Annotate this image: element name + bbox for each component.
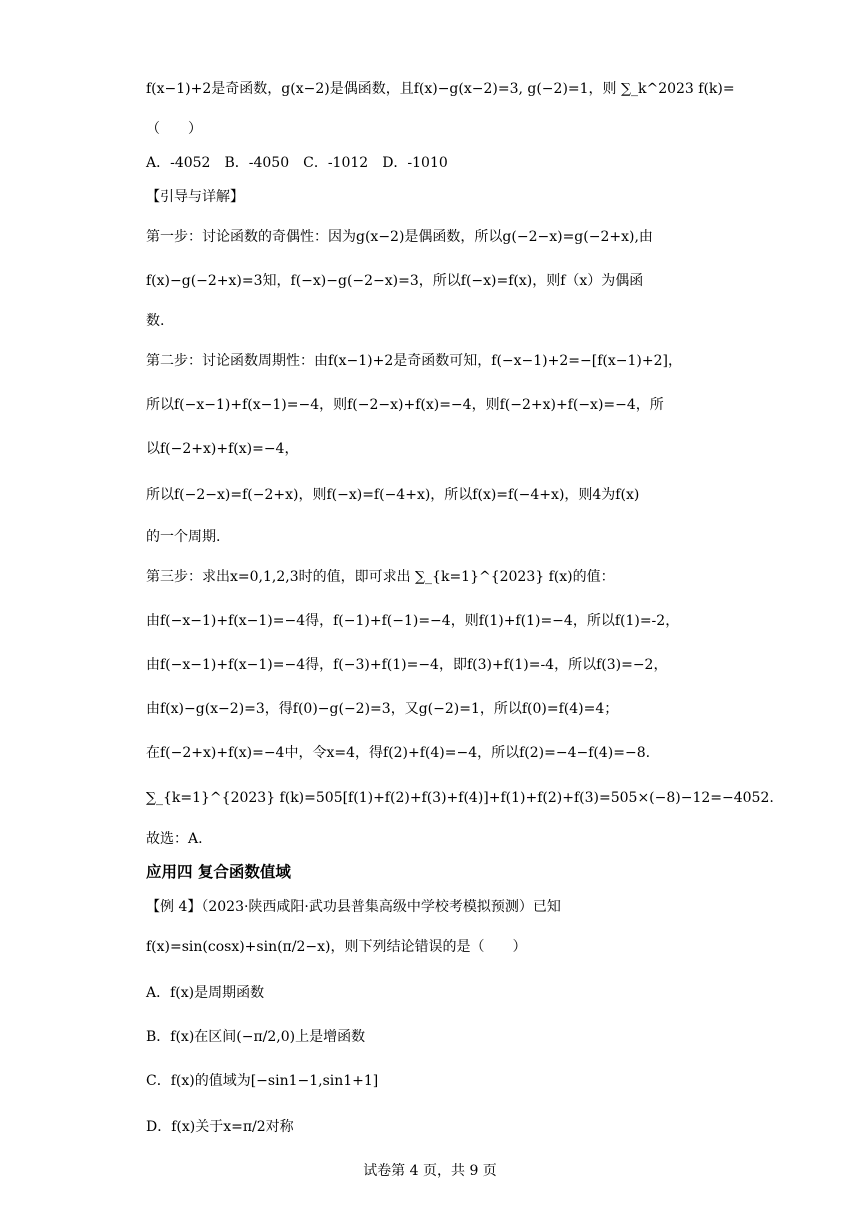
step3-line-4: 由f(x)−g(x−2)=3，得f(0)−g(−2)=3，又g(−2)=1，所以f(0)=f(4)=4； (146, 701, 619, 717)
question-stem: f(x−1)+2是奇函数，g(x−2)是偶函数，且f(x)−g(x−2)=3, g(−2)=1，则 ∑_k^2023 f(k)= (146, 81, 735, 97)
page-footer: 试卷第 4 页，共 9 页 (363, 1163, 497, 1179)
answer-line: 故选：A. (146, 831, 203, 847)
step3-sum-line: ∑_{k=1}^{2023} f(k)=505[f(1)+f(2)+f(3)+f(4)]+f(1)+f(2)+f(3)=505×(−8)−12=−4052. (146, 790, 774, 806)
step2-line-2: 所以f(−x−1)+f(x−1)=−4，则f(−2−x)+f(x)=−4，则f(−2+x)+f(−x)=−4，所 (146, 397, 664, 413)
step3-line-1: 第三步：求出x=0,1,2,3时的值，即可求出 ∑_{k=1}^{2023} f(x)的值： (146, 569, 615, 585)
step3-line-2: 由f(−x−1)+f(x−1)=−4得，f(−1)+f(−1)=−4，则f(1)+f(1)=−4，所以f(1)=-2， (146, 613, 680, 629)
step2-line-1: 第二步：讨论函数周期性：由f(x−1)+2是奇函数可知，f(−x−1)+2=−[f(x−1)+2]， (146, 353, 682, 369)
example4-option-c: C．f(x)的值域为[−sin1−1,sin1+1] (146, 1073, 379, 1089)
example4-option-a: A．f(x)是周期函数 (146, 985, 265, 1001)
example4-option-d: D．f(x)关于x=π/2对称 (146, 1119, 294, 1135)
guide-title: 【引导与详解】 (146, 189, 244, 205)
options-line: A．-4052 B．-4050 C．-1012 D．-1010 (146, 155, 448, 171)
step3-line-3: 由f(−x−1)+f(x−1)=−4得，f(−3)+f(1)=−4，即f(3)+f(1)=-4，所以f(3)=−2， (146, 657, 668, 673)
step2-line-5: 的一个周期. (146, 529, 221, 545)
step1-line-2: f(x)−g(−2+x)=3知，f(−x)−g(−2−x)=3，所以f(−x)=f(x)，则f（x）为偶函 (146, 273, 644, 289)
step1-line-3: 数. (146, 313, 165, 329)
section4-title: 应用四 复合函数值域 (146, 863, 291, 881)
example4-header: 【例 4】（2023·陕西咸阳·武功县普集高级中学校考模拟预测）已知 (146, 899, 561, 915)
step3-line-5: 在f(−2+x)+f(x)=−4中，令x=4，得f(2)+f(4)=−4，所以f(2)=−4−f(4)=−8. (146, 745, 651, 761)
step1-line-1: 第一步：讨论函数的奇偶性：因为g(x−2)是偶函数，所以g(−2−x)=g(−2+x),由 (146, 229, 653, 245)
example4-option-b: B．f(x)在区间(−π/2,0)上是增函数 (146, 1029, 366, 1045)
step2-line-3: 以f(−2+x)+f(x)=−4， (146, 441, 299, 457)
example4-function: f(x)=sin(cosx)+sin(π/2−x)，则下列结论错误的是（ ） (146, 939, 527, 955)
step2-line-4: 所以f(−2−x)=f(−2+x)，则f(−x)=f(−4+x)，所以f(x)=f(−4+x)，则4为f(x) (146, 487, 640, 503)
answer-paren: （ ） (146, 121, 202, 137)
